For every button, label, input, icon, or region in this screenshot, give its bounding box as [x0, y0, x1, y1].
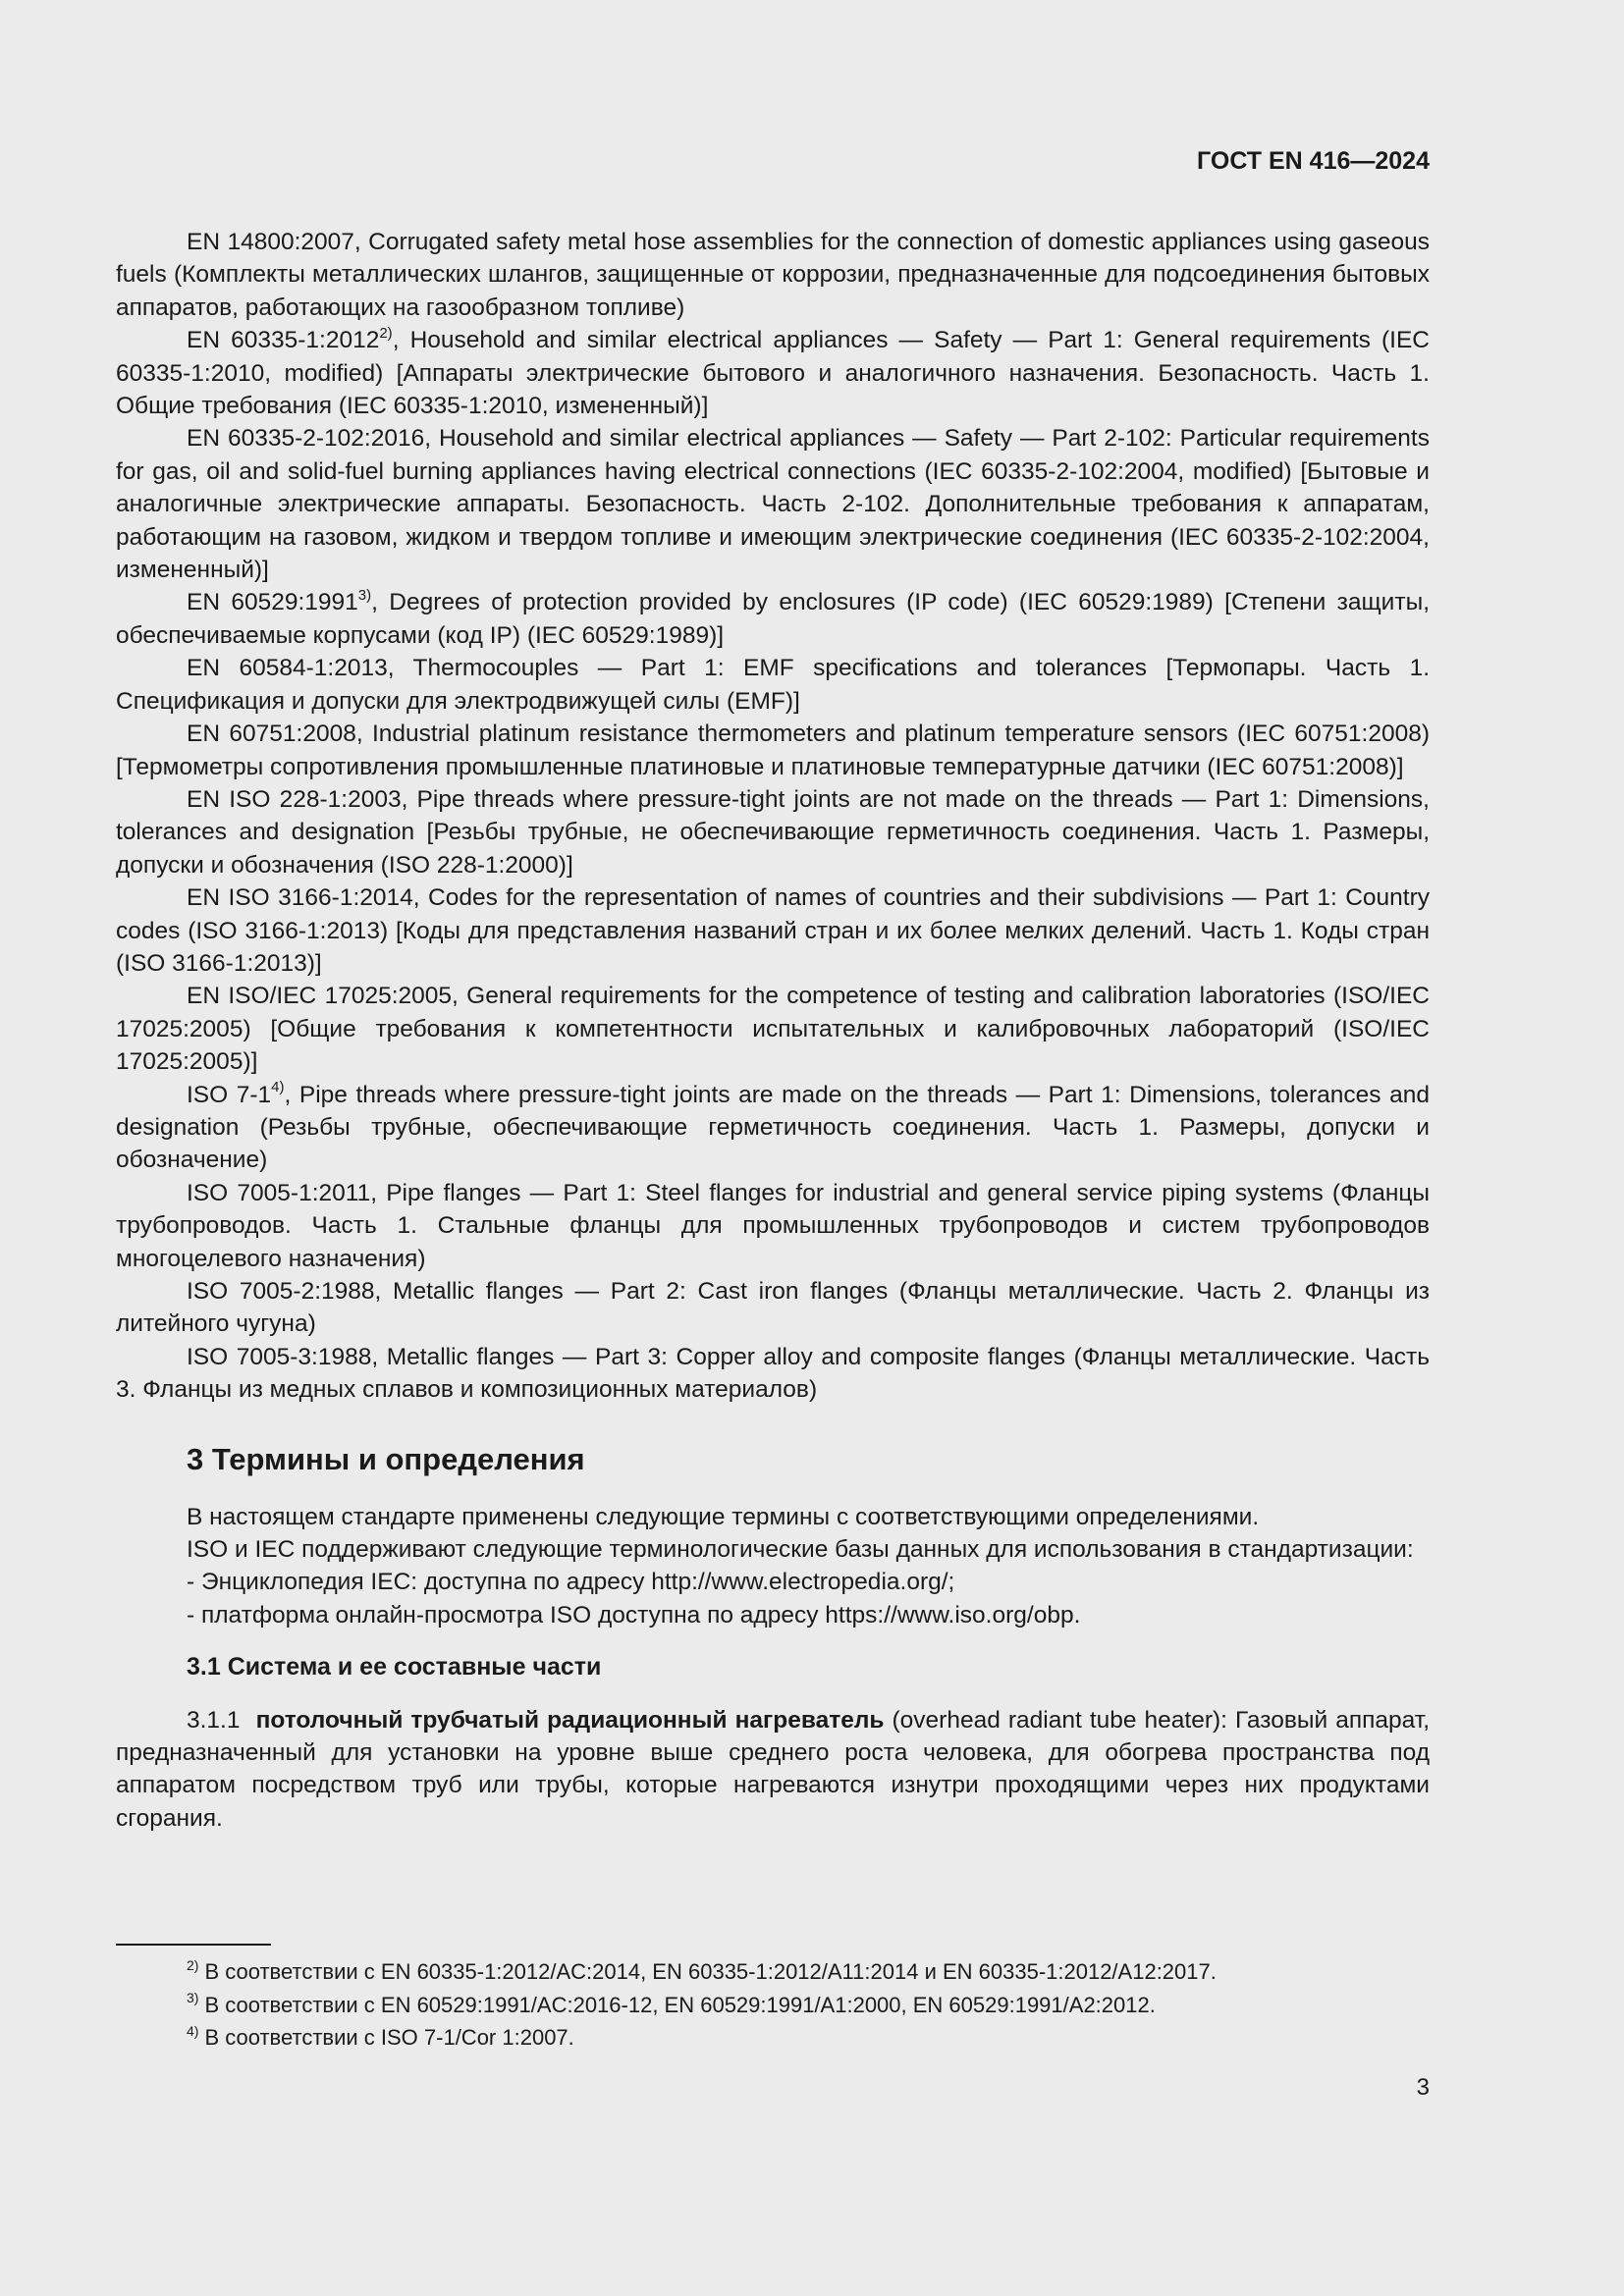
footnotes: [187, 1955, 1430, 2055]
footnote-mark: 4): [187, 2022, 199, 2039]
reference-entry: EN 60529:1991$^{3)}$, Degrees of protection provided by enclosures (IP code) (IEC 60529:1989) [Степени защиты, обеспечиваемые корпусами (код IP) (IEC 60529:1989)]: [116, 587, 1430, 649]
term-name: потолочный трубчатый радиационный нагреватель: [255, 1706, 885, 1734]
footnote-mark: 2): [187, 1956, 199, 1973]
footnote-separator: [116, 1944, 271, 1946]
document-body: [116, 226, 1430, 1835]
reference-entry: ISO 7-1$^{4)}$, Pipe threads where pressure-tight joints are made on the threads — Part 1: Dimensions, tolerances and designation (Резьбы трубные, обеспечивающие герметичность соединения. Часть 1. Размеры, допуски и обозначение): [116, 1079, 1430, 1174]
footnote-mark: 3): [187, 1990, 199, 2006]
reference-entry: EN 60751:2008, Industrial platinum resistance thermometers and platinum temperature sensors (IEC 60751:2008) [Термометры сопротивления промышленные платиновые и платиновые температурные датчики (IEC 60751:2008)]: [116, 721, 1430, 780]
footnote: $^{4)}$ В соответствии с ISO 7-1/Cor 1:2007.: [187, 2022, 574, 2050]
terminology-db-item: - Энциклопедия IEC: доступна по адресу http://www.electropedia.org/;: [187, 1569, 955, 1596]
terminology-db-intro: ISO и IEC поддерживают следующие терминологические базы данных для использования в стандартизации:: [187, 1536, 1414, 1564]
reference-entry: EN 60335-2-102:2016, Household and similar electrical appliances — Safety — Part 2-102: Particular requirements for gas, oil and solid-fuel burning appliances having electrical connections (IEC 60335-2-102:2004, modified) [Бытовые и аналогичные электрические аппараты. Безопасность. Часть 2-102. Дополнительные требования к аппаратам, работающим на газовом, жидком и твердом топливе и имеющим электрические соединения (IEC 60335-2-102:2004, измененный)]: [116, 425, 1430, 584]
reference-entry: EN ISO/IEC 17025:2005, General requirements for the competence of testing and calibration laboratories (ISO/IEC 17025:2005) [Общие требования к компетентности испытательных и калибровочных лабораторий (ISO/IEC 17025:2005)]: [116, 983, 1430, 1076]
footnote: $^{3)}$ В соответствии с EN 60529:1991/AC:2016-12, EN 60529:1991/A1:2000, EN 60529:1991/A2:2012.: [187, 1990, 1156, 2017]
reference-entry: EN 14800:2007, Corrugated safety metal hose assemblies for the connection of domestic appliances using gaseous fuels (Комплекты металлических шлангов, защищенные от коррозии, предназначенные для подсоединения бытовых аппаратов, работающих на газообразном топливе): [116, 229, 1430, 321]
reference-entry: ISO 7005-1:2011, Pipe flanges — Part 1: Steel flanges for industrial and general service piping systems (Фланцы трубопроводов. Часть 1. Стальные фланцы для промышленных трубопроводов и систем трубопроводов многоцелевого назначения): [116, 1179, 1430, 1272]
section-intro: В настоящем стандарте применены следующие термины с соответствующими определениями.: [187, 1503, 1260, 1530]
reference-entry: ISO 7005-3:1988, Metallic flanges — Part 3: Copper alloy and composite flanges (Фланцы металлические. Часть 3. Фланцы из медных сплавов и композиционных материалов): [116, 1343, 1430, 1404]
terminology-db-item: - платформа онлайн-просмотра ISO доступна по адресу https://www.iso.org/obp.: [187, 1601, 1081, 1629]
reference-entry: EN 60584-1:2013, Thermocouples — Part 1: EMF specifications and tolerances [Термопары. Часть 1. Спецификация и допуски для электродвижущей силы (EMF)]: [116, 655, 1430, 715]
section-title: 3 Термины и определения: [187, 1441, 585, 1476]
term-number: 3.1.1: [187, 1706, 241, 1734]
term-definition: [116, 1704, 1430, 1836]
footnote: $^{2)}$ В соответствии с EN 60335-1:2012/AC:2014, EN 60335-1:2012/A11:2014 и EN 60335-1:2012/A12:2017.: [187, 1956, 1217, 1984]
reference-entry: EN 60335-1:2012$^{2)}$, Household and similar electrical appliances — Safety — Part 1: General requirements (IEC 60335-1:2010, modified) [Аппараты электрические бытового и аналогичного назначения. Безопасность. Часть 1. Общие требования (IEC 60335-1:2010, измененный)]: [116, 325, 1430, 420]
reference-entry: EN ISO 228-1:2003, Pipe threads where pressure-tight joints are not made on the threads — Part 1: Dimensions, tolerances and designation [Резьбы трубные, не обеспечивающие герметичность соединения. Часть 1. Размеры, допуски и обозначения (ISO 228-1:2000)]: [116, 785, 1430, 879]
reference-entry: ISO 7005-2:1988, Metallic flanges — Part 2: Cast iron flanges (Фланцы металлические. Часть 2. Фланцы из литейного чугуна): [116, 1278, 1430, 1338]
footnote-marker: 3): [357, 587, 372, 605]
footnote-marker: 2): [379, 325, 393, 343]
reference-entry: EN ISO 3166-1:2014, Codes for the representation of names of countries and their subdivisions — Part 1: Country codes (ISO 3166-1:2013) [Коды для представления названий стран и их более мелких делений. Часть 1. Коды стран (ISO 3166-1:2013)]: [116, 884, 1430, 977]
page-number: 3: [1416, 2074, 1430, 2101]
document-header: ГОСТ EN 416—2024: [1197, 147, 1430, 175]
footnote-marker: 4): [271, 1079, 285, 1096]
subsection-title: 3.1 Система и ее составные части: [187, 1653, 602, 1682]
term-definition-text: (overhead radiant tube heater): Газовый аппарат, предназначенный для установки на уровне выше среднего роста человека, для обогрева пространства под аппаратом посредством труб или трубы, которые нагреваются изнутри проходящими через них продуктами сгорания.: [116, 1706, 1431, 1832]
document-page: [116, 0, 1430, 2296]
